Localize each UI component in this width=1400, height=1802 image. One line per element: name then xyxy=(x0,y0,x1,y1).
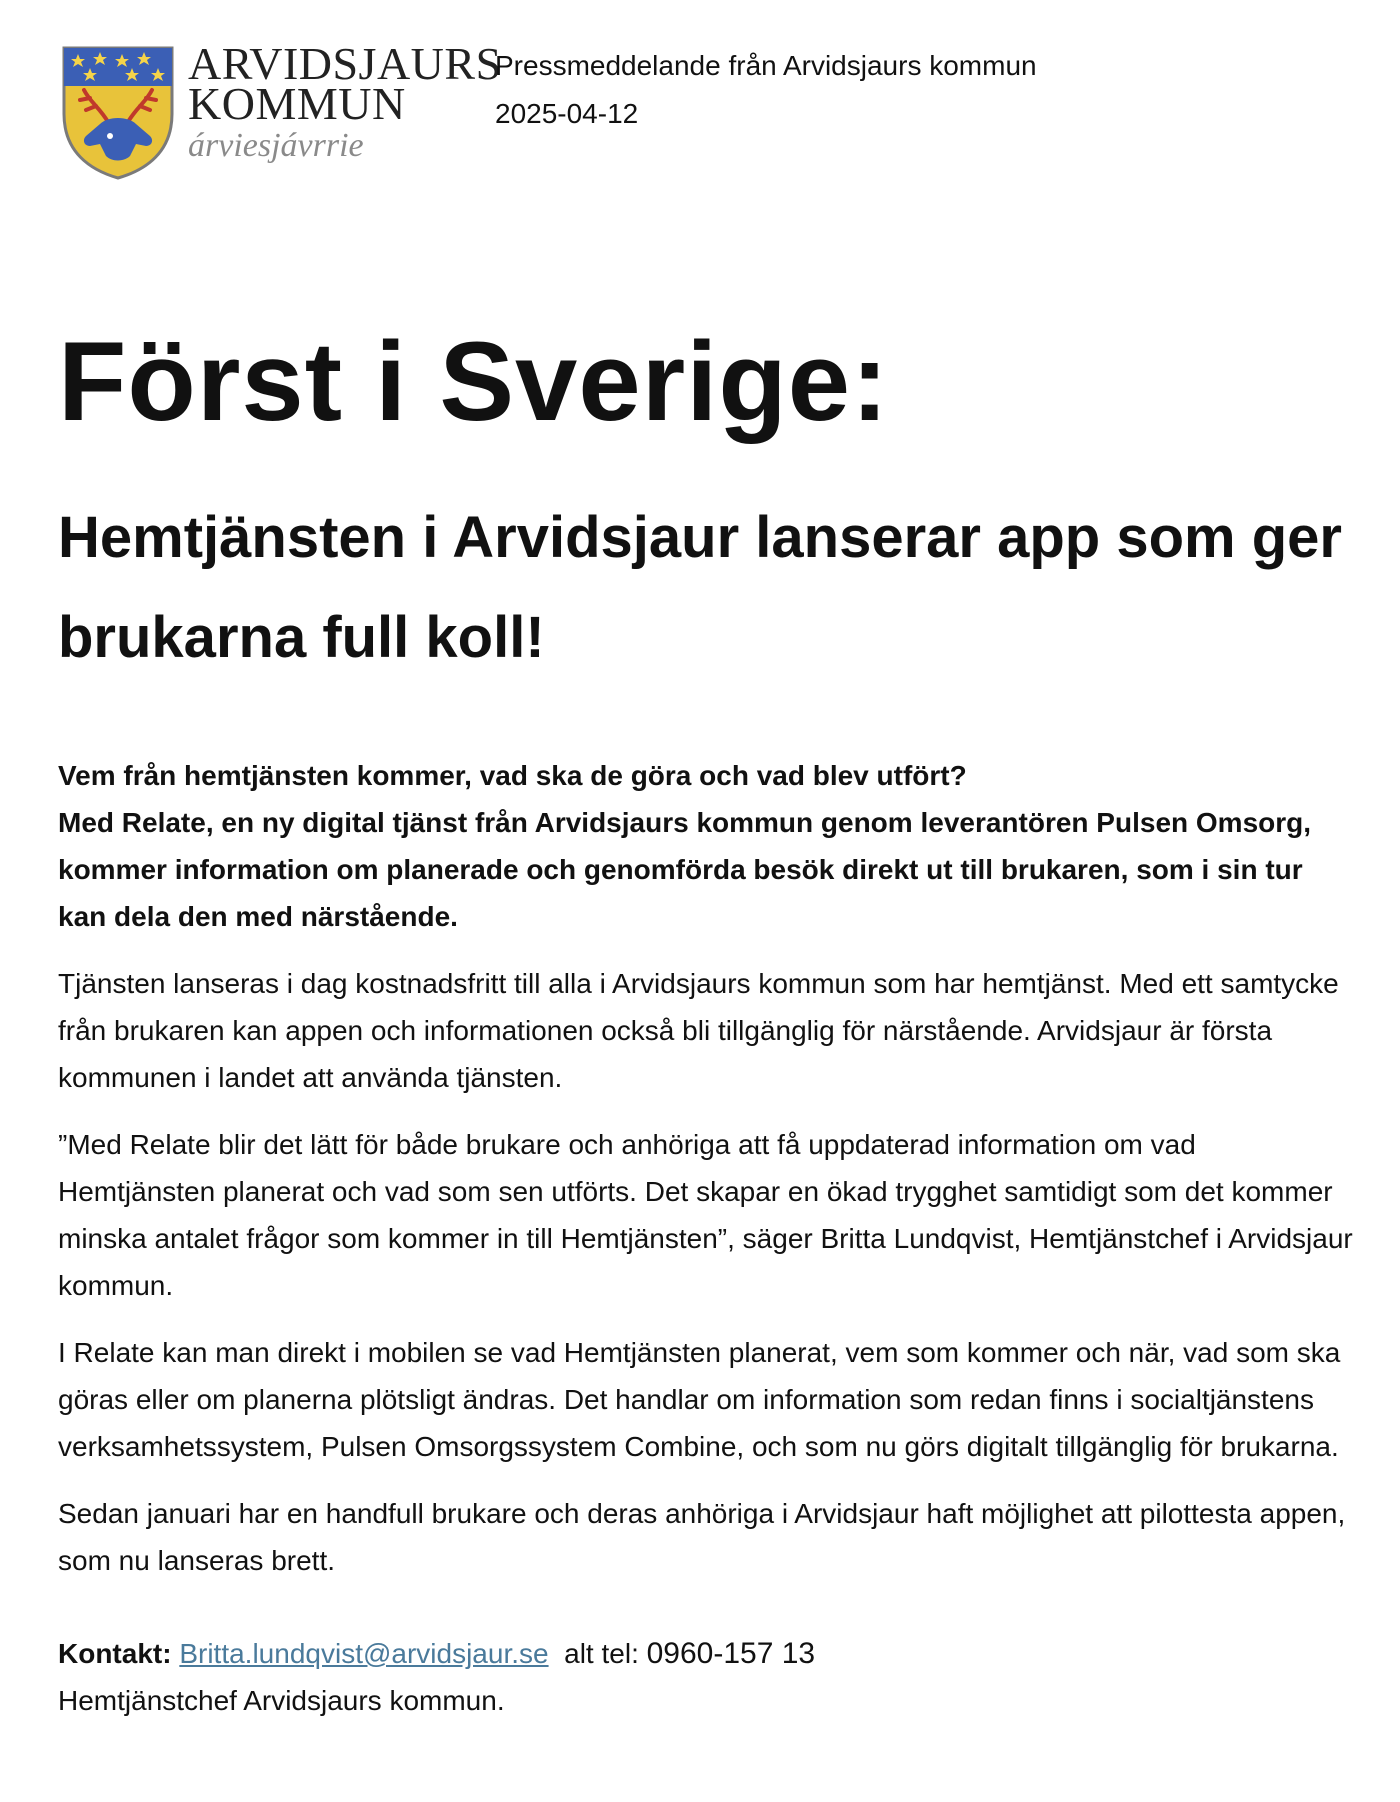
body-paragraph-2: ”Med Relate blir det lätt för både brukare och anhöriga att få uppdaterad information om vad Hemtjänsten planerat och vad som sen utförts. Det skapar en ökad trygghet samtidigt som det kommer minska antalet frågor som kommer in till Hemtjänsten”, säger Britta Lundqvist, Hemtjänstchef i Arvidsjaur kommun. xyxy=(58,1129,1353,1301)
logo-line-1: ARVIDSJAURS xyxy=(188,38,502,89)
contact-phone: 0960-157 13 xyxy=(646,1637,816,1670)
contact-block xyxy=(58,1630,1358,1724)
contact-alt-label: alt tel: xyxy=(564,1638,639,1669)
logo-line-3: árviesjávrrie xyxy=(188,127,364,164)
body-paragraph-3: I Relate kan man direkt i mobilen se vad Hemtjänsten planerat, vem som kommer och när, vad som ska göras eller om planerna plötsligt ändras. Det handlar om information som redan finns i socialtjänstens verksamhetssystem, Pulsen Omsorgssystem Combine, och som nu görs digitalt tillgänglig för brukarna. xyxy=(58,1337,1341,1462)
logo-line-2: KOMMUN xyxy=(188,78,406,129)
body-paragraph-4: Sedan januari har en handfull brukare och deras anhöriga i Arvidsjaur haft möjlighet att pilottesta appen, som nu lanseras brett. xyxy=(58,1498,1346,1576)
contact-label: Kontakt: xyxy=(58,1638,172,1669)
press-date: 2025-04-12 xyxy=(495,98,639,129)
page-title: Först i Sverige: xyxy=(58,319,890,444)
lead-paragraph xyxy=(58,752,1358,940)
coat-of-arms-icon xyxy=(60,44,176,180)
lead-text: Med Relate, en ny digital tjänst från Arvidsjaurs kommun genom leverantören Pulsen Omsorg, kommer information om planerade och genomförda besök direkt ut till brukaren, som i sin tur kan dela den med närstående. xyxy=(58,807,1312,932)
lead-question: Vem från hemtjänsten kommer, vad ska de göra och vad blev utfört? xyxy=(58,760,967,791)
article-body xyxy=(58,752,1358,1724)
press-release-header xyxy=(495,42,1037,138)
press-label: Pressmeddelande från Arvidsjaurs kommun xyxy=(495,50,1037,81)
body-paragraph-1: Tjänsten lanseras i dag kostnadsfritt till alla i Arvidsjaurs kommun som har hemtjänst. Med ett samtycke från brukaren kan appen och informationen också bli tillgänglig för närstående. Arvidsjaur är första kommunen i landet att använda tjänsten. xyxy=(58,968,1339,1093)
page-subtitle: Hemtjänsten i Arvidsjaur lanserar app som ger brukarna full koll! xyxy=(58,505,1342,670)
contact-line xyxy=(58,1630,1358,1677)
contact-email-link[interactable]: Britta.lundqvist@arvidsjaur.se xyxy=(179,1638,549,1669)
logo-wordmark xyxy=(188,38,502,168)
contact-role: Hemtjänstchef Arvidsjaurs kommun. xyxy=(58,1685,505,1716)
municipality-logo xyxy=(60,38,502,184)
